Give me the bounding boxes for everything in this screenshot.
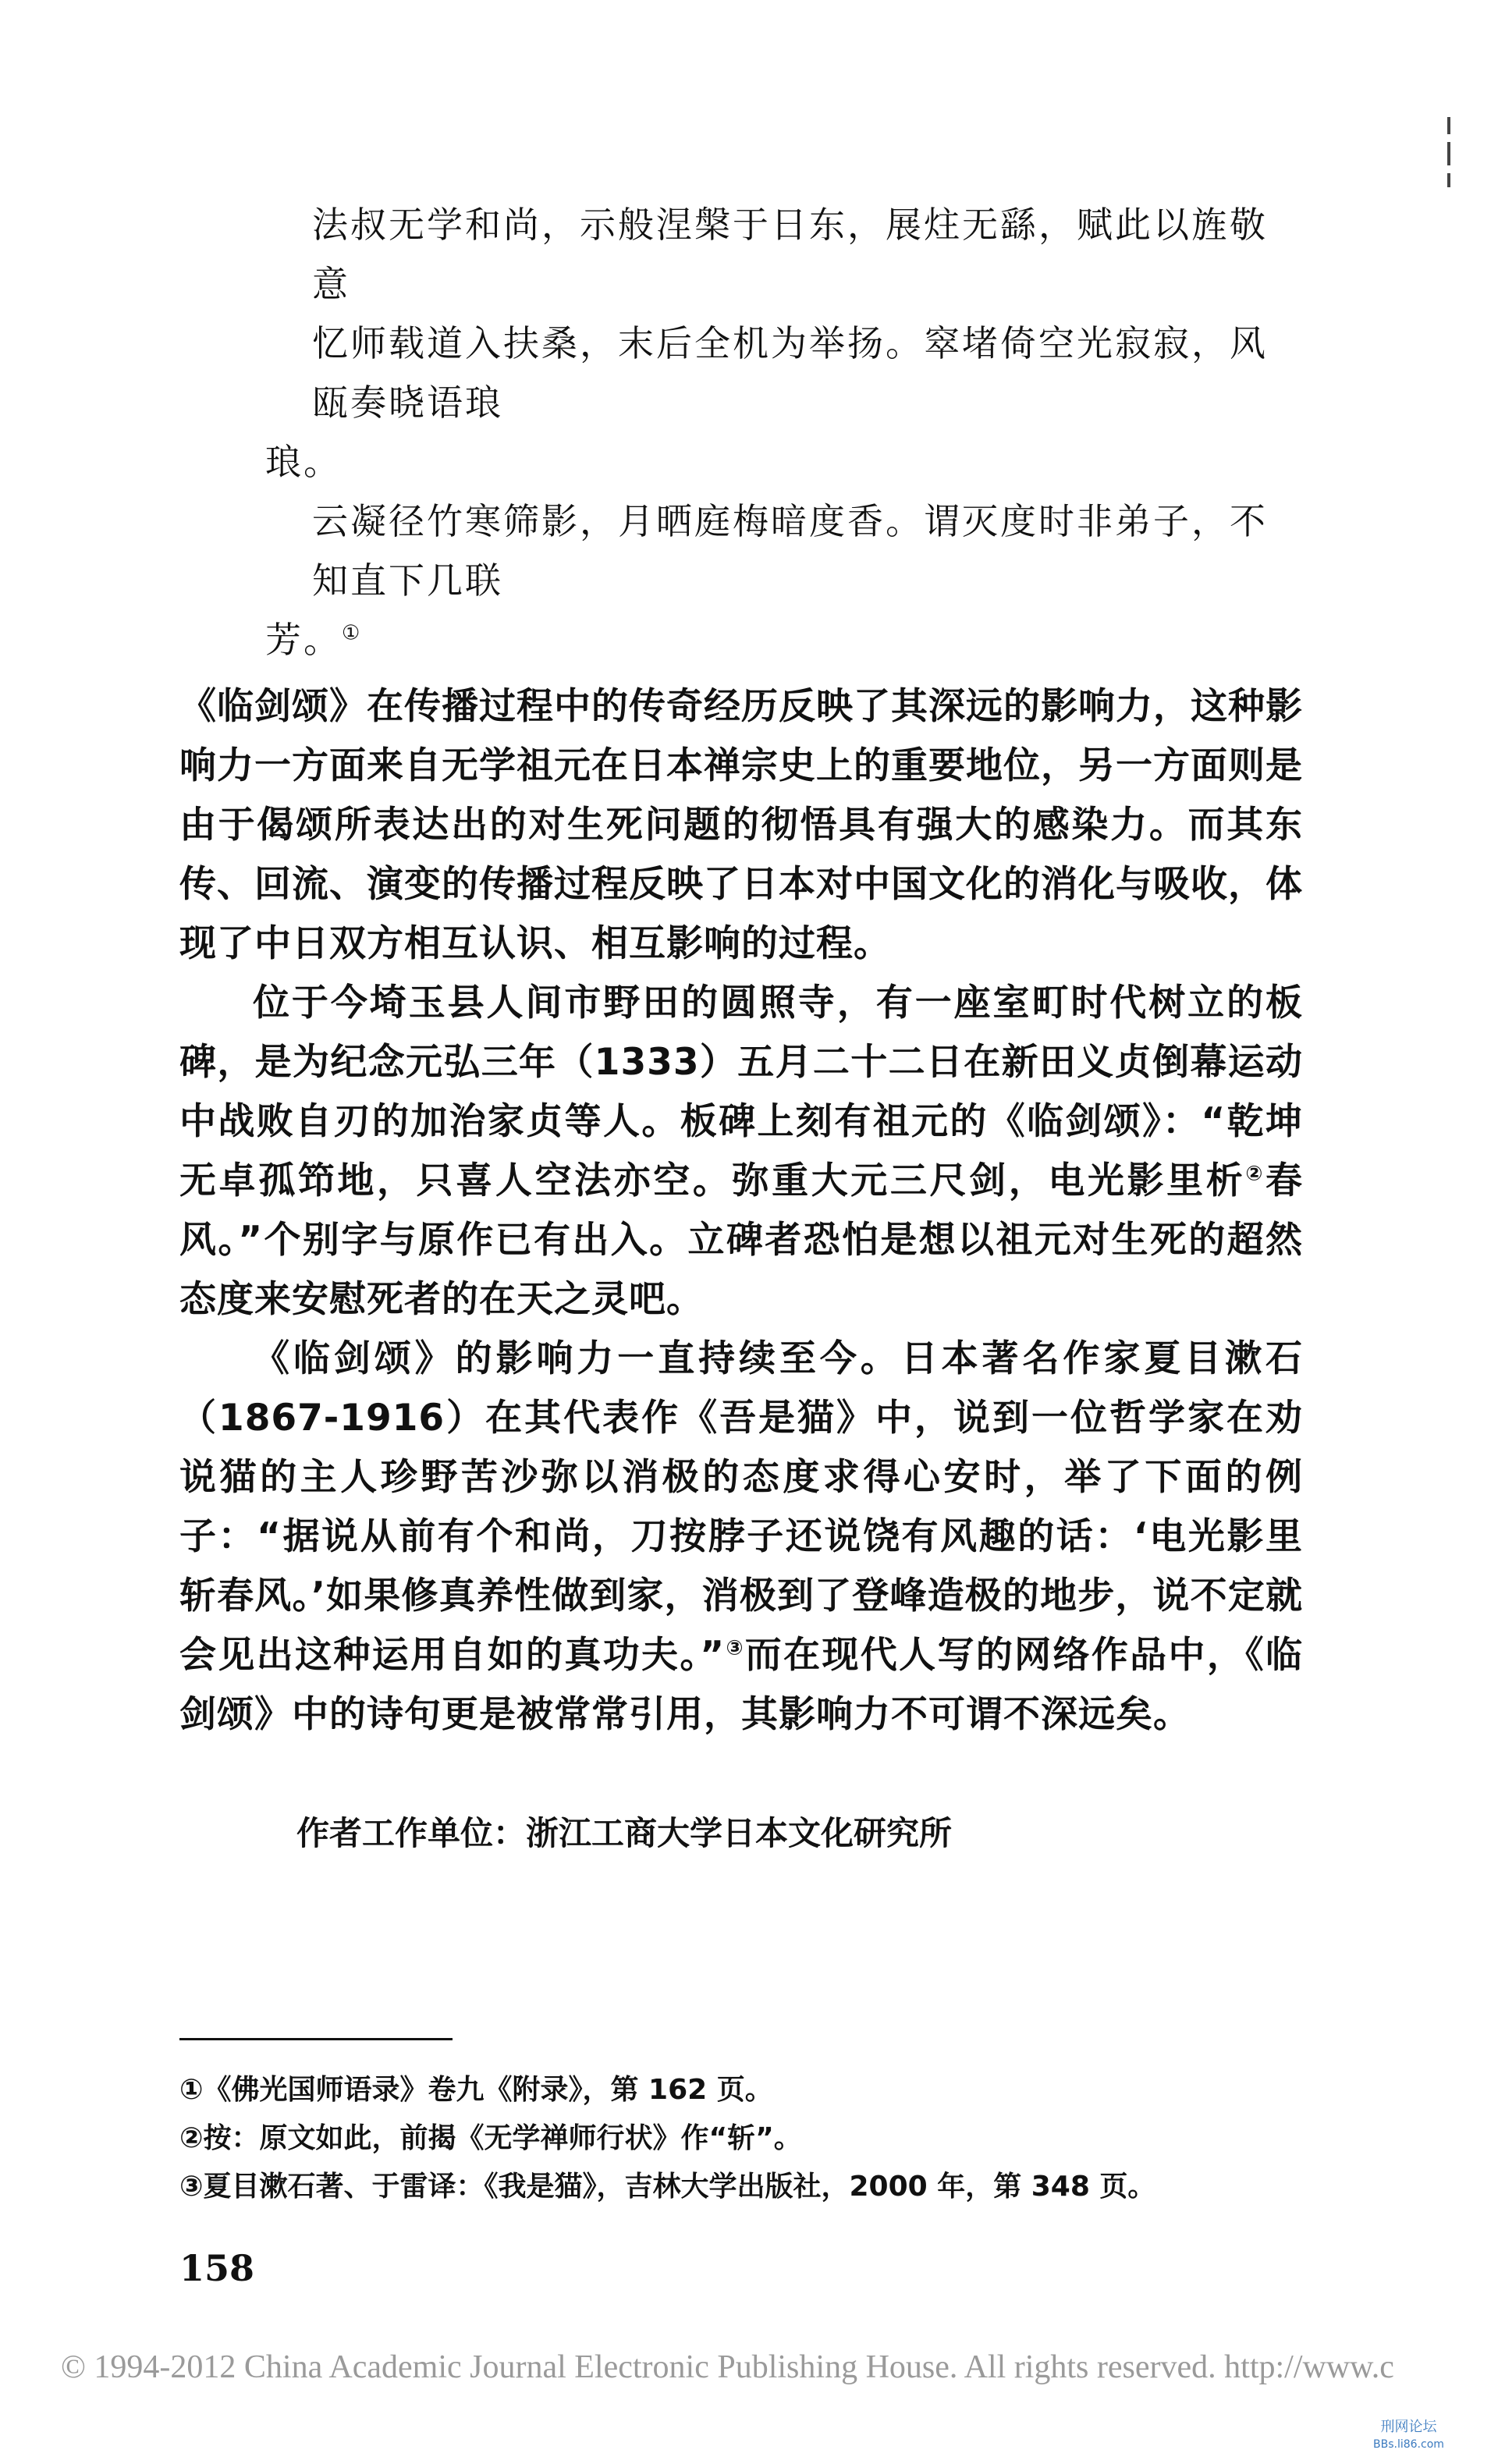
copyright-notice: © 1994-2012 China Academic Journal Electronic Publishing House. All rights reserved. http://www.c (61, 2349, 1394, 2385)
author-affiliation: 作者工作单位：浙江工商大学日本文化研究所 (296, 1814, 953, 1852)
footnote-marker[interactable]: ① (342, 621, 363, 645)
poem-line: 云凝径竹寒筛影，月晒庭梅暗度香。谓灭度时非弟子，不知直下几联 (312, 500, 1268, 602)
body-paragraph: 《临剑颂》在传播过程中的传奇经历反映了其深远的影响力，这种影响力一方面来自无学祖元在日本禅宗史上的重要地位，另一方面则是由于偈颂所表达出的对生死问题的彻悟具有强大的感染力。而其东传、回流、演变的传播过程反映了日本对中国文化的消化与吸收，体现了中日双方相互认识、相互影响的过程。 (179, 685, 1303, 965)
poem-title-line: 法叔无学和尚，示般涅槃于日东，展炷无繇，赋此以旌敬意 (312, 204, 1268, 305)
body-paragraph (179, 1330, 1303, 1745)
footnote-marker[interactable]: ② (1245, 1162, 1266, 1186)
poem-line: 琅。 (265, 441, 342, 483)
footnote-marker[interactable]: ③ (725, 1636, 745, 1660)
poem-line: 忆师载道入扶桑，末后全机为举扬。窣堵倚空光寂寂，风瓯奏晓语琅 (312, 322, 1268, 424)
footnote-divider (179, 2038, 453, 2040)
watermark-text: 刑网论坛 (1380, 2419, 1437, 2435)
footnotes (179, 2066, 1303, 2211)
watermark (1373, 2419, 1444, 2453)
poem-line (265, 610, 1303, 669)
body-paragraph (179, 974, 1303, 1330)
paragraph-text: 而在现代人写的网络作品中，《临剑颂》中的诗句更是被常常引用，其影响力不可谓不深远矣。 (179, 1634, 1304, 1736)
poem-line-text: 芳。 (265, 619, 342, 661)
footnote-item: ②按：原文如此，前揭《无学禅师行状》作“斩”。 (179, 2122, 802, 2154)
page-number: 158 (179, 2247, 255, 2289)
paragraph-text: 位于今埼玉县人间市野田的圆照寺，有一座室町时代树立的板碑，是为纪念元弘三年（1333）五月二十二日在新田义贞倒幕运动中战败自刃的加治家贞等人。板碑上刻有祖元的《临剑颂》：“乾坤无卓孤笻地，只喜人空法亦空。弥重大元三尺剑，电光影里析 (179, 982, 1303, 1202)
footnote-item: ③夏目漱石著、于雷译：《我是猫》，吉林大学出版社，2000 年，第 348 页。 (179, 2171, 1156, 2203)
page-body (179, 195, 1303, 1857)
watermark-url[interactable]: BBs.li86.com (1373, 2438, 1444, 2451)
paragraph-text: 春风。”个别字与原作已有出入。立碑者恐怕是想以祖元对生死的超然态度来安慰死者的在天之灵吧。 (179, 1159, 1304, 1321)
paragraph-text: 《临剑颂》的影响力一直持续至今。日本著名作家夏目漱石（1867-1916）在其代表作《吾是猫》中，说到一位哲学家在劝说猫的主人珍野苦沙弥以消极的态度求得心安时，举了下面的例子：“据说从前有个和尚，刀按脖子还说饶有风趣的话：‘电光影里斩春风。’如果修真养性做到家，消极到了登峰造极的地步，说不定就会见出这种运用自如的真功夫。” (179, 1337, 1303, 1677)
footnote-item: ①《佛光国师语录》卷九《附录》，第 162 页。 (179, 2074, 773, 2106)
poem-block (265, 195, 1303, 669)
scan-edge-marks (1447, 117, 1454, 226)
